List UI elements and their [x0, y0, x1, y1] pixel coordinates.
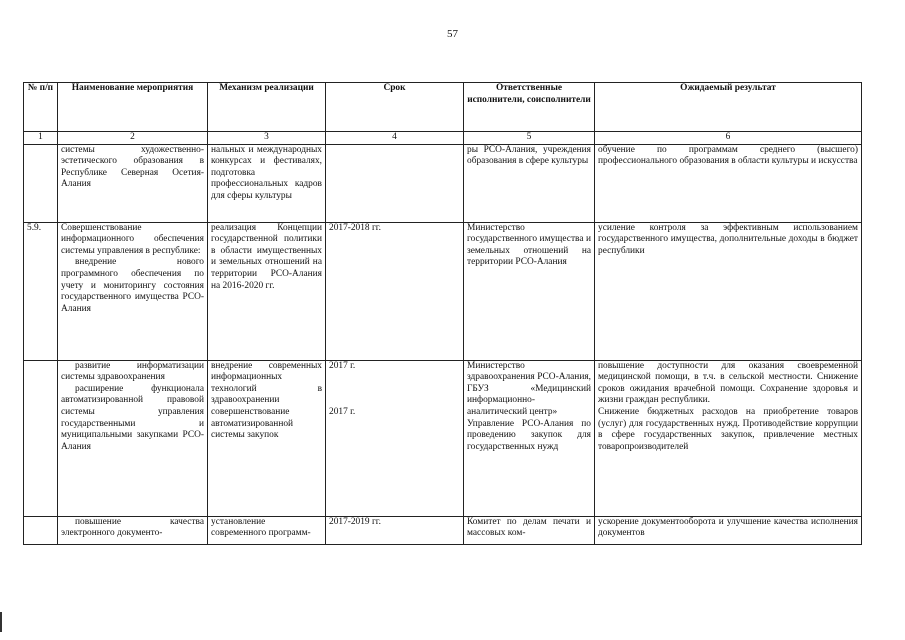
- column-number: 4: [326, 132, 464, 145]
- column-number: 3: [208, 132, 326, 145]
- measure-item: развитие информатизации системы здравоохранения: [61, 360, 204, 383]
- result-entry: повышение доступности для оказания своевременной медицинской помощи, в т.ч. в сельской местности. Снижение сроков ожидания врачебной помощи. Сохранение здоровья и жизни граждан республики.: [598, 360, 858, 406]
- column-number: 6: [595, 132, 862, 145]
- measure-item: расширение функционала автоматизированной правовой системы управления государственными и муниципальными закупками РСО-Алания: [61, 383, 204, 452]
- header-responsible: Ответственные исполнители, соисполнители: [464, 83, 595, 132]
- cell-number: [24, 516, 58, 544]
- header-measure-name: Наименование мероприятия: [58, 83, 208, 132]
- cell-mechanism: внедрение современных информационных технологий в здравоохранении совершенствование автоматизированной системы закупок: [208, 360, 326, 516]
- header-deadline: Срок: [326, 83, 464, 132]
- cell-measure-name: повышение качества электронного документо-: [58, 516, 208, 544]
- cell-responsible: ры РСО-Алания, учреждения образования в сфере культуры: [464, 144, 595, 222]
- header-expected-result: Ожидаемый результат: [595, 83, 862, 132]
- header-mechanism: Механизм реализации: [208, 83, 326, 132]
- measures-table: [23, 82, 862, 545]
- deadline-entry: 2017 г.: [329, 360, 356, 371]
- cell-expected-result: обучение по программам среднего (высшего) профессионального образования в области культуры и искусства: [595, 144, 862, 222]
- table-header-row: [24, 83, 862, 132]
- cell-responsible: [464, 360, 595, 516]
- table-row: [24, 144, 862, 222]
- cell-deadline: [326, 360, 464, 516]
- table-row: [24, 360, 862, 516]
- result-entry: Снижение бюджетных расходов на приобретение товаров (услуг) для государственных нужд. Противодействие коррупции в сфере государственных закупок, привлечение местных товаропроизводителей: [598, 406, 858, 452]
- column-number: 5: [464, 132, 595, 145]
- cell-deadline: 2017-2019 гг.: [326, 516, 464, 544]
- cell-number: [24, 360, 58, 516]
- cell-mechanism: нальных и международных конкурсах и фестивалях, подготовка профессиональных кадров для сферы культуры: [208, 144, 326, 222]
- cell-measure-name: [58, 360, 208, 516]
- cell-deadline: [326, 144, 464, 222]
- measure-item: внедрение нового программного обеспечения по учету и мониторингу состояния государственного имущества РСО-Алания: [61, 257, 204, 314]
- cell-measure-name: системы художественно-эстетического образования в Республике Северная Осетия-Алания: [58, 144, 208, 222]
- header-number: № п/п: [24, 83, 58, 132]
- deadline-entry: 2017 г.: [329, 407, 356, 418]
- responsible-entry: Министерство здравоохранения РСО-Алания, ГБУЗ «Медицинский информационно-аналитический центр»: [467, 360, 591, 417]
- table-row: [24, 516, 862, 544]
- cell-responsible: Министерство государственного имущества и земельных отношений на территории РСО-Алания: [464, 222, 595, 360]
- column-number: 2: [58, 132, 208, 145]
- cell-deadline: 2017-2018 гг.: [326, 222, 464, 360]
- table-row: [24, 222, 862, 360]
- measure-heading: Совершенствование информационного обеспечения системы управления в республике:: [61, 222, 204, 256]
- column-numbers-row: [24, 132, 862, 145]
- column-number: 1: [24, 132, 58, 145]
- page-number: 57: [447, 28, 458, 40]
- cell-expected-result: усиление контроля за эффективным использованием государственного имущества, дополнительные доходы в бюджет республики: [595, 222, 862, 360]
- cell-number: [24, 144, 58, 222]
- responsible-entry: Управление РСО-Алания по проведению закупок для государственных нужд: [467, 418, 591, 452]
- cell-responsible: Комитет по делам печати и массовых ком-: [464, 516, 595, 544]
- cell-mechanism: реализация Концепции государственной политики в области имущественных и земельных отношений на территории РСО-Алания на 2016-2020 гг.: [208, 222, 326, 360]
- cell-expected-result: ускорение документооборота и улучшение качества исполнения документов: [595, 516, 862, 544]
- cell-mechanism: установление современного программ-: [208, 516, 326, 544]
- scan-edge-mark: [0, 612, 2, 632]
- cell-expected-result: [595, 360, 862, 516]
- cell-number: 5.9.: [24, 222, 58, 360]
- cell-measure-name: [58, 222, 208, 360]
